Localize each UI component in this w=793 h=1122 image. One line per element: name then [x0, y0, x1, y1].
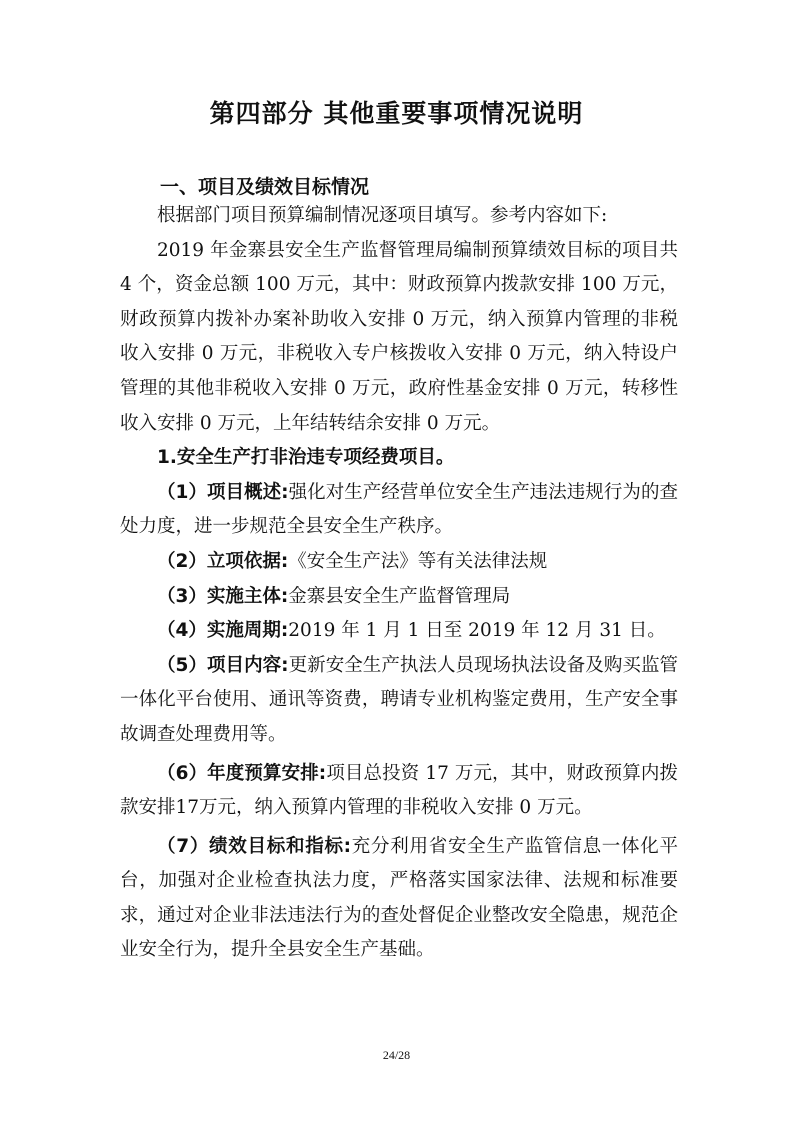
- item-label: （6）年度预算安排:: [157, 762, 327, 784]
- document-body: [120, 199, 678, 968]
- item-text: 《安全生产法》等有关法律法规: [288, 550, 548, 572]
- item-text: 充分利用省安全生产监管信息一体化平台，加强对企业检查执法力度，严格落实国家法律、法规和标准要求，通过对企业非法违法行为的查处督促企业整改安全隐患，规范企业安全行为，提升全县安全生产基础。: [120, 835, 678, 961]
- item-text: 2019 年 1 月 1 日至 2019 年 12 月 31 日。: [288, 620, 666, 642]
- item-text: 项目总投资 17 万元，其中，财政预算内拨款安排17万元，纳入预算内管理的非税收入安排 0 万元。: [120, 762, 678, 819]
- item-period: [120, 614, 678, 649]
- item-label: （3）实施主体:: [157, 585, 289, 607]
- item-label: （1）项目概述:: [157, 481, 289, 503]
- page-title: 第四部分 其他重要事项情况说明: [209, 99, 584, 128]
- intro-paragraph: 根据部门项目预算编制情况逐项目填写。参考内容如下:: [157, 205, 608, 226]
- item-content: [120, 649, 678, 753]
- item-text: 金寨县安全生产监督管理局: [288, 585, 511, 607]
- item-label: （2）立项依据:: [157, 550, 289, 572]
- page-number: 24/28: [382, 1048, 411, 1062]
- item-performance: [120, 830, 678, 968]
- item-label: （7）绩效目标和指标:: [157, 835, 352, 857]
- item-subject: [120, 580, 678, 615]
- item-text: 强化对生产经营单位安全生产违法违规行为的查处力度，进一步规范全县安全生产秩序。: [120, 481, 678, 538]
- item-label: （4）实施周期:: [157, 620, 289, 642]
- item-label: （5）项目内容:: [157, 654, 289, 676]
- item-basis: [120, 545, 678, 580]
- item-budget: [120, 757, 678, 826]
- item-overview: [120, 476, 678, 545]
- summary-paragraph: 2019 年金寨县安全生产监督管理局编制预算绩效目标的项目共 4 个，资金总额 100 万元，其中：财政预算内拨款安排 100 万元，财政预算内拨补办案补助收入安排 0 万元，纳入预算内管理的非税收入安排 0 万元，非税收入专户核拨收入安排 0 万元，纳入特设户管理的其他非税收入安排 0 万元，政府性基金安排 0 万元，转移性收入安排 0 万元，上年结转结余安排 0 万元。: [120, 239, 678, 434]
- item-text: 更新安全生产执法人员现场执法设备及购买监管一体化平台使用、通讯等资费，聘请专业机构鉴定费用，生产安全事故调查处理费用等。: [120, 654, 678, 745]
- section-heading: 一、项目及绩效目标情况: [160, 176, 370, 198]
- project-title: 1.安全生产打非治违专项经费项目。: [157, 447, 455, 469]
